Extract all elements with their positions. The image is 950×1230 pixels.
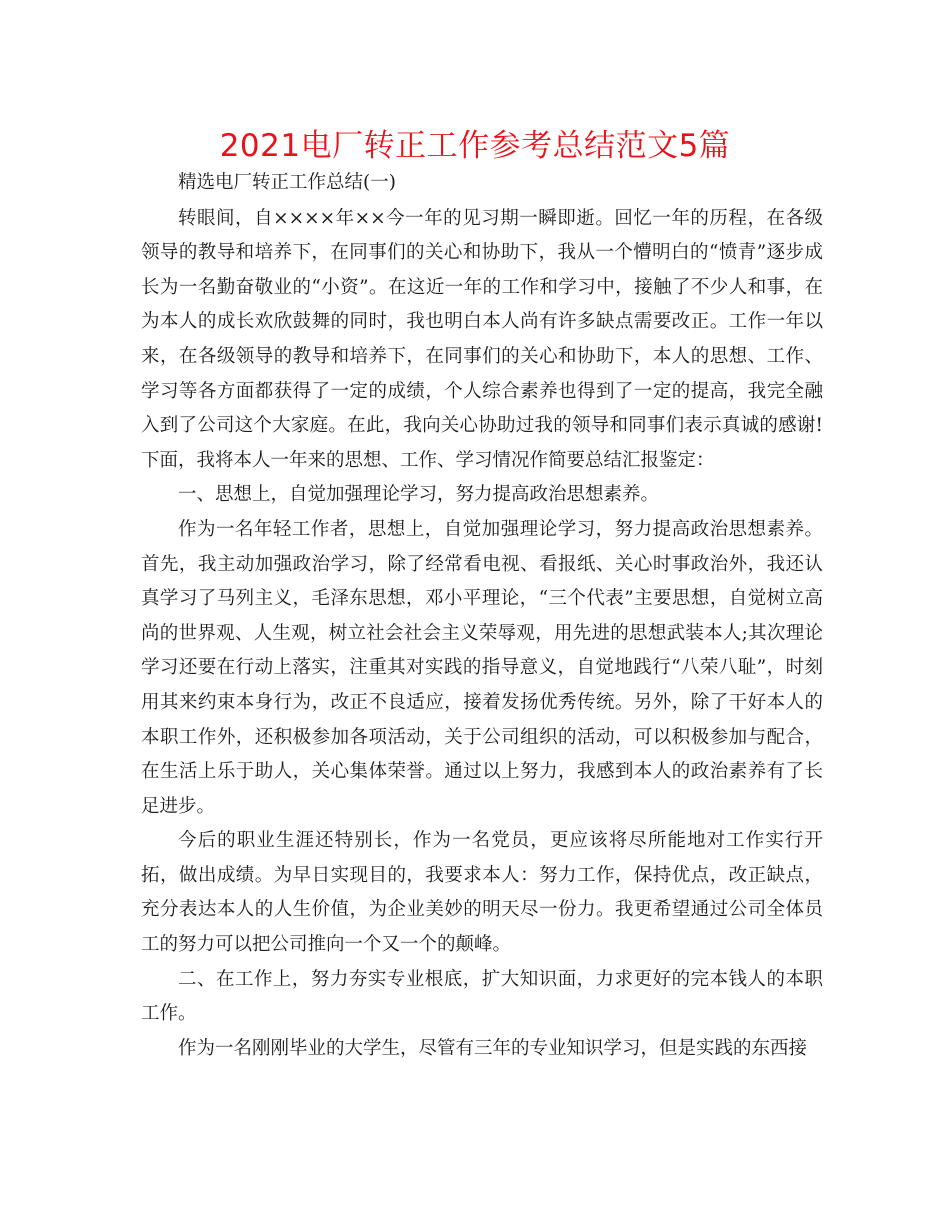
section-heading: 二、在工作上，努力夯实专业根底，扩大知识面，力求更好的完本钱人的本职工作。 [141, 968, 823, 1025]
document-title: 2021电厂转正工作参考总结范文5篇 [219, 128, 731, 164]
paragraph: 作为一名刚刚毕业的大学生，尽管有三年的专业知识学习，但是实践的东西接 [178, 1037, 808, 1059]
section-subtitle: 精选电厂转正工作总结(一) [178, 172, 396, 193]
paragraph: 今后的职业生涯还特别长，作为一名党员，更应该将尽所能地对工作实行开拓，做出成绩。为早日实现目的，我要求本人：努力工作，保持优点，改正缺点，充分表达本人的人生价值，为企业美妙的明天尽一份力。我更希望通过公司全体员工的努力可以把公司推向一个又一个的颠峰。 [141, 830, 823, 956]
paragraph: 转眼间，自××××年××今一年的见习期一瞬即逝。回忆一年的历程，在各级领导的教导和培养下，在同事们的关心和协助下，我从一个懵明白的“愤青”逐步成长为一名勤奋敬业的“小资”。在这近一年的工作和学习中，接触了不少人和事，在为本人的成长欢欣鼓舞的同时，我也明白本人尚有许多缺点需要改正。工作一年以来，在各级领导的教导和培养下，在同事们的关心和协助下，本人的思想、工作、学习等各方面都获得了一定的成绩，个人综合素养也得到了一定的提高，我完全融入到了公司这个大家庭。在此，我向关心协助过我的领导和同事们表示真诚的感谢!下面，我将本人一年来的思想、工作、学习情况作简要总结汇报鉴定： [141, 207, 823, 471]
section-heading: 一、思想上，自觉加强理论学习，努力提高政治思想素养。 [178, 484, 660, 506]
paragraph: 作为一名年轻工作者，思想上，自觉加强理论学习，努力提高政治思想素养。首先，我主动加强政治学习，除了经常看电视、看报纸、关心时事政治外，我还认真学习了马列主义，毛泽东思想，邓小平理论，“三个代表”主要思想，自觉树立高尚的世界观、人生观，树立社会社会主义荣辱观，用先进的思想武装本人;其次理论学习还要在行动上落实，注重其对实践的指导意义，自觉地践行“八荣八耻”，时刻用其来约束本身行为，改正不良适应，接着发扬优秀传统。另外，除了干好本人的本职工作外，还积极参加各项活动，关于公司组织的活动，可以积极参加与配合，在生活上乐于助人，关心集体荣誉。通过以上努力，我感到本人的政治素养有了长足进步。 [141, 518, 823, 817]
document-body [141, 166, 823, 1066]
